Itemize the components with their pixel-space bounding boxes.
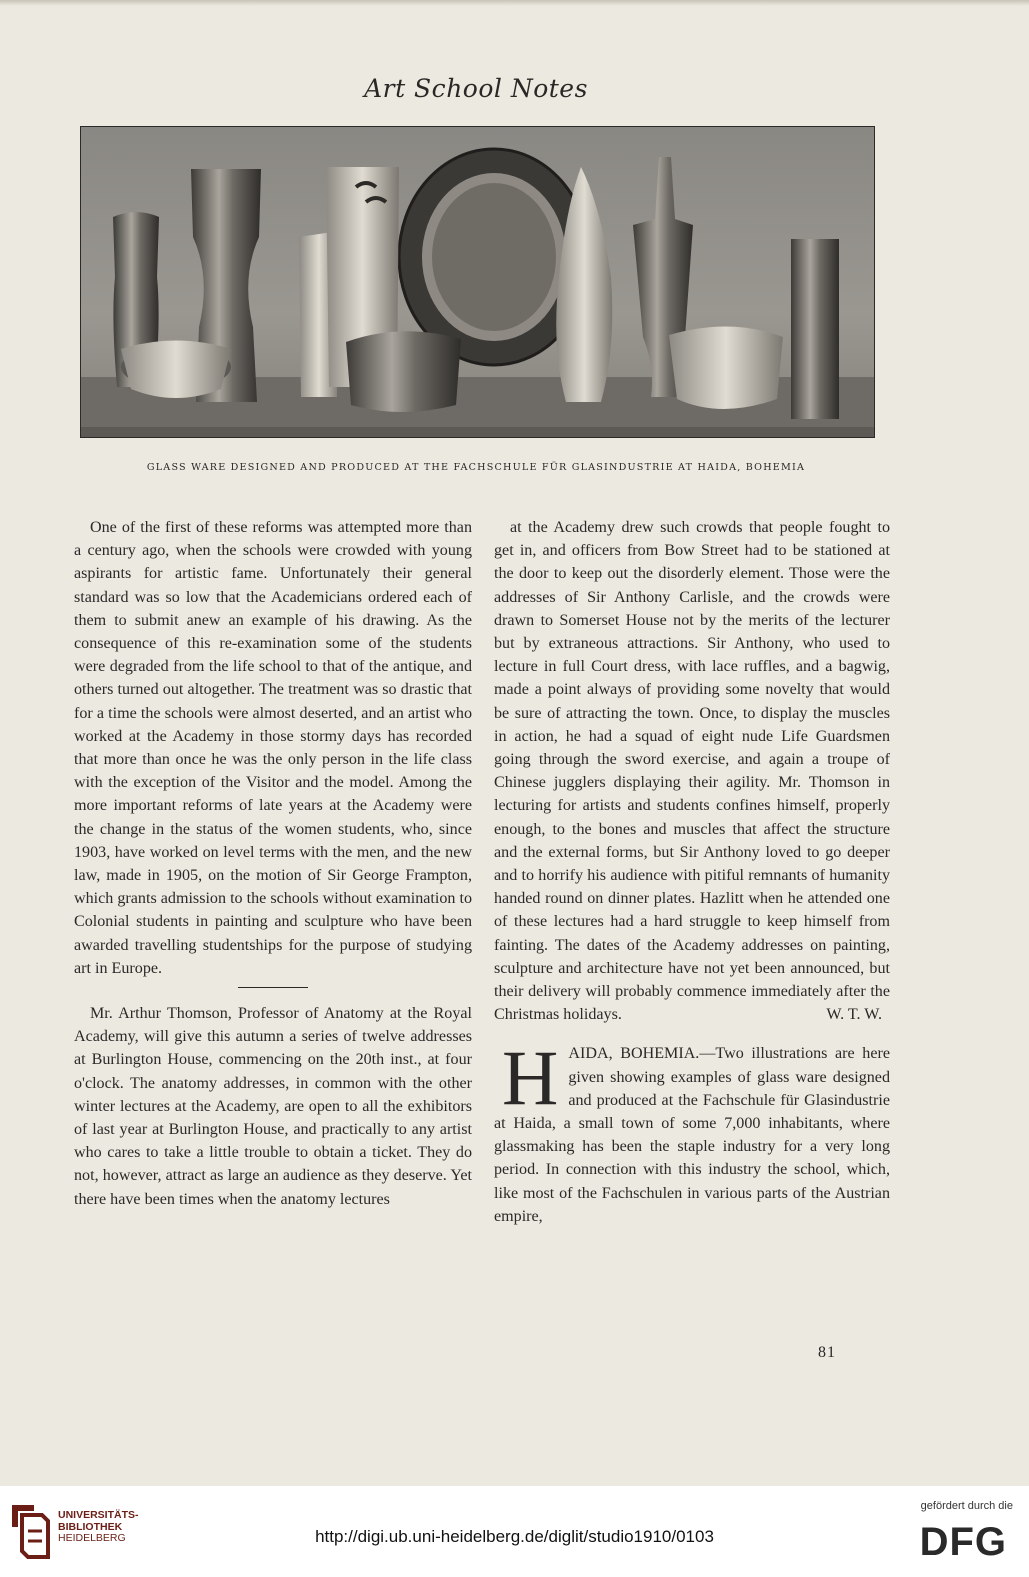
drop-cap: H	[502, 1034, 559, 1122]
section-divider	[238, 987, 308, 988]
library-name-line1: UNIVERSITÄTS-	[58, 1509, 139, 1521]
glassware-illustration	[81, 127, 874, 437]
library-name-line2: BIBLIOTHEK	[58, 1520, 123, 1533]
academy-crowds-paragraph	[494, 516, 890, 1026]
page-number: 81	[818, 1344, 836, 1361]
haida-text: AIDA, BOHEMIA.—Two illustrations are here given showing examples of glass ware designed and produced at the Fachschule für Glasindustrie at Haida, a small town of some 7,000 inhabitants, where glassmaking has been the staple industry for a very long period. In connection with this industry the school, which, like most of the Fachschulen in various parts of the Austrian empire,	[494, 1045, 890, 1225]
reforms-paragraph: One of the first of these reforms was attempted more than a century ago, when the schools were crowded with young aspirants for artistic fame. Unfortunately their general standard was so low that the Academicians ordered each of them to submit anew an example of his drawing. As the consequence of this re-examination some of the students were degraded from the life school to that of the antique, and others turned out altogether. The treatment was so drastic that for a time the schools were almost deserted, and an artist who worked at the Academy in those stormy days has recorded that more than once he was the only person in the life class with the exception of the Visitor and the model. Among the more important reforms of late years at the Academy were the change in the status of the women students, who, since 1903, have worked on level terms with the men, and the new law, made in 1905, on the motion of Sir George Frampton, which grants admission to the schools without examination to Colonial students in painting and sculpture who have been awarded travelling studentships for the purpose of studying art in Europe.	[74, 519, 472, 977]
bowl-right	[669, 326, 783, 409]
pot-center	[346, 331, 461, 412]
source-url-link[interactable]: http://digi.ub.uni-heidelberg.de/diglit/studio1910/0103	[315, 1527, 714, 1546]
square-vase	[791, 239, 839, 419]
figure-caption: GLASS WARE DESIGNED AND PRODUCED AT THE FACHSCHULE FÜR GLASINDUSTRIE AT HAIDA, BOHEMIA	[146, 462, 806, 473]
library-name-line3: HEIDELBERG	[58, 1532, 126, 1544]
digitization-footer	[0, 1486, 1029, 1577]
crowds-text: at the Academy drew such crowds that people fought to get in, and officers from Bow Street had to be stationed at the door to keep out the disorderly element. Those were the addresses of Sir Anthony Carlisle, and the crowds were drawn to Somerset House not by the merits of the lecturer but by extraneous attractions. Sir Anthony, who used to lecture in full Court dress, with lace ruffles, and a bagwig, made a point always of providing some novelty that would be sure of attracting the town. Once, to display the muscles in action, he had a squad of eight nude Life Guardsmen going through the sword exercise, and again a troupe of Chinese jugglers displaying their agility. Mr. Thomson in lecturing for artists and students confines himself, properly enough, to the bones and muscles that affect the structure and the external forms, but Sir Anthony loved to go deeper and to horrify his audience with pitiful remnants of humanity handed round on dinner plates. Hazlitt when he attended one of these lectures had a hard struggle to keep himself from fainting. The dates of the Academy addresses on painting, sculpture and architecture have not yet been announced, but their delivery will probably commence immediately after the Christmas holidays.	[494, 519, 890, 1024]
running-head: Art School Notes	[364, 74, 588, 103]
haida-paragraph	[494, 1034, 890, 1228]
author-signoff: W. T. W.	[826, 1006, 882, 1024]
dfg-logo: DFG	[919, 1520, 1007, 1564]
funding-note: gefördert durch die	[920, 1500, 1013, 1512]
glassware-photograph	[80, 126, 875, 438]
anatomy-lectures-paragraph: Mr. Arthur Thomson, Professor of Anatomy at the Royal Academy, will give this autumn a series of twelve addresses at Burlington House, commencing on the 20th inst., at four o'clock. The anatomy addresses, in common with the other winter lectures at the Academy, are open to all the exhibitors of last year at Burlington House, and practically to any artist who cares to take a little trouble to obtain a ticket. They do not, however, attract as large an audience as they deserve. Yet there have been times when the anatomy lectures	[74, 1005, 472, 1208]
left-column	[74, 516, 472, 1211]
right-column	[494, 516, 890, 1228]
